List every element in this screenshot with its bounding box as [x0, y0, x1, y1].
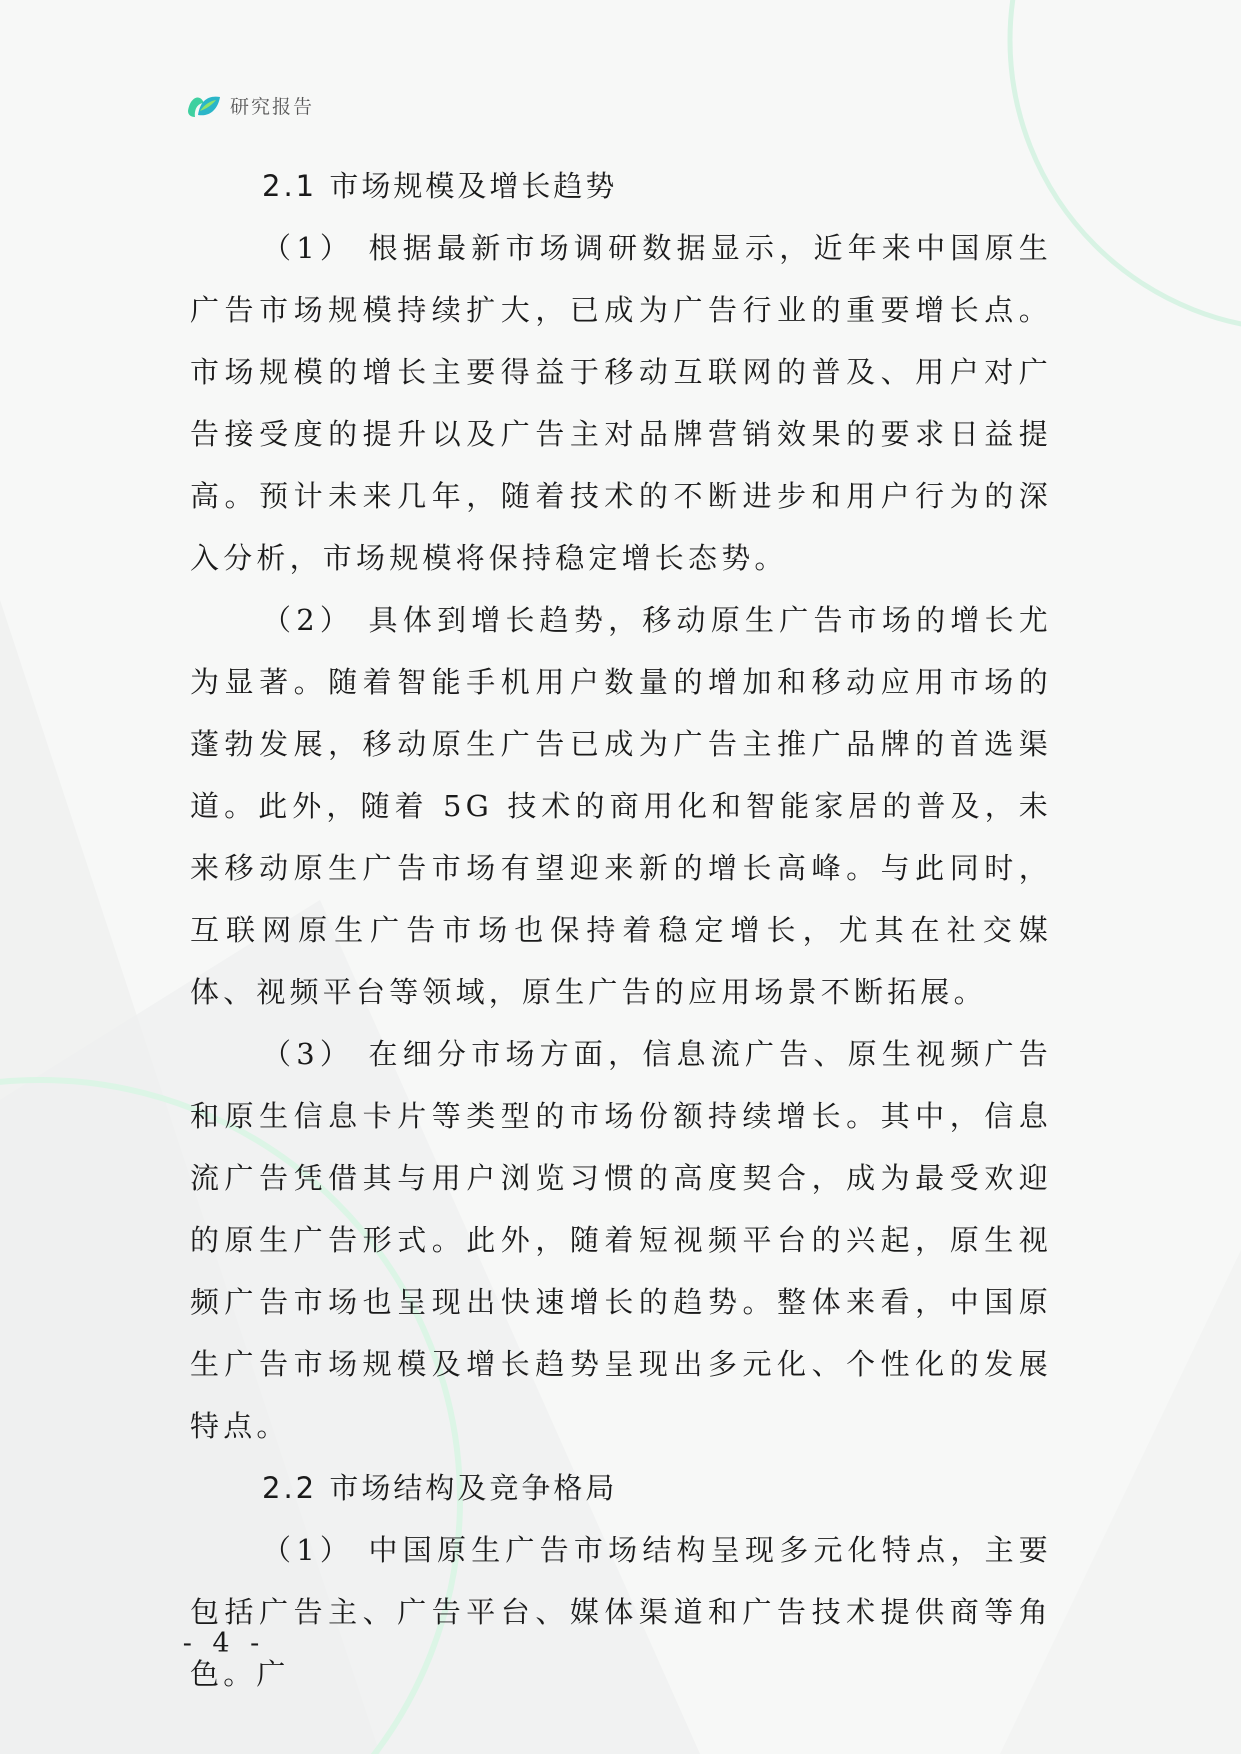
document-body	[190, 155, 1052, 1705]
section-heading-2-2: 2.2 市场结构及竞争格局	[262, 1471, 618, 1505]
paragraph-2-1-2: （2） 具体到增长趋势，移动原生广告市场的增长尤为显著。随着智能手机用户数量的增加和移动应用市场的蓬勃发展，移动原生广告已成为广告主推广品牌的首选渠道。此外，随着 5G 技术的商用化和智能家居的普及，未来移动原生广告市场有望迎来新的增长高峰。与此同时，互联网原生广告市场也保持着稳定增长，尤其在社交媒体、视频平台等领域，原生广告的应用场景不断拓展。	[190, 603, 1052, 1009]
paragraph-2-1-1: （1） 根据最新市场调研数据显示，近年来中国原生广告市场规模持续扩大，已成为广告行业的重要增长点。市场规模的增长主要得益于移动互联网的普及、用户对广告接受度的提升以及广告主对品牌营销效果的要求日益提高。预计未来几年，随着技术的不断进步和用户行为的深入分析，市场规模将保持稳定增长态势。	[190, 231, 1052, 575]
paragraph-2-1-3: （3） 在细分市场方面，信息流广告、原生视频广告和原生信息卡片等类型的市场份额持续增长。其中，信息流广告凭借其与用户浏览习惯的高度契合，成为最受欢迎的原生广告形式。此外，随着短视频平台的兴起，原生视频广告市场也呈现出快速增长的趋势。整体来看，中国原生广告市场规模及增长趋势呈现出多元化、个性化的发展特点。	[190, 1037, 1052, 1443]
report-header-title: 研究报告	[230, 95, 315, 118]
section-heading-2-1: 2.1 市场规模及增长趋势	[262, 169, 618, 203]
paragraph-2-2-1: （1） 中国原生广告市场结构呈现多元化特点，主要包括广告主、广告平台、媒体渠道和广告技术提供商等角色。广	[190, 1533, 1052, 1691]
report-header	[186, 88, 314, 122]
page-number: - 4 -	[182, 1628, 266, 1659]
brand-leaf-logo-icon	[186, 89, 222, 121]
